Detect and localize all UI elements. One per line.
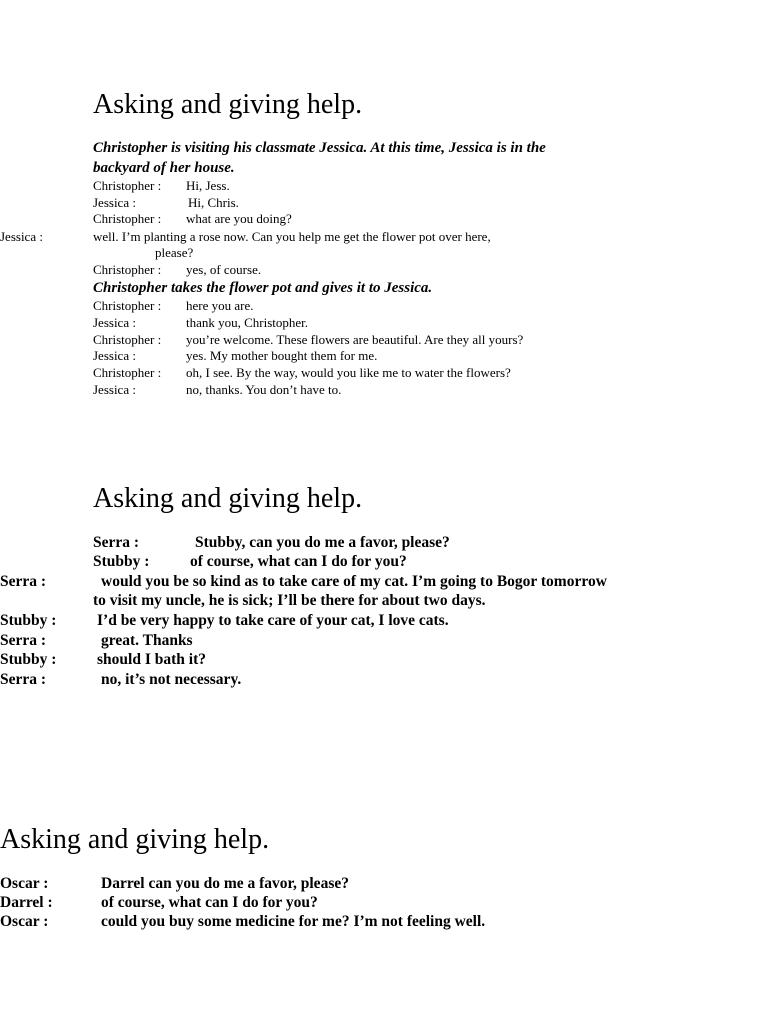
section1-intro-line2: backyard of her house.: [93, 160, 235, 176]
dialogue-line: would you be so kind as to take care of my cat. I’m going to Bogor tomorrow: [101, 573, 607, 590]
dialogue-line: oh, I see. By the way, would you like me to water the flowers?: [186, 365, 511, 380]
dialogue-line: great. Thanks: [101, 632, 193, 649]
dialogue-line: of course, what can I do for you?: [190, 553, 407, 570]
dialogue-speaker: Serra :: [93, 534, 140, 551]
dialogue-line: thank you, Christopher.: [186, 315, 309, 330]
dialogue-line: well. I’m planting a rose now. Can you help me get the flower pot over here,: [93, 229, 491, 244]
dialogue-speaker: Christopher :: [93, 298, 162, 313]
dialogue-speaker: Oscar :: [0, 875, 49, 892]
dialogue-speaker: Stubby :: [0, 612, 57, 629]
dialogue-line: Stubby, can you do me a favor, please?: [195, 534, 450, 551]
dialogue-speaker: Jessica :: [93, 195, 136, 210]
dialogue-line: no, it’s not necessary.: [101, 671, 242, 688]
dialogue-line: here you are.: [186, 298, 254, 313]
section2-title: Asking and giving help.: [93, 483, 363, 514]
dialogue-speaker: Stubby :: [0, 651, 57, 668]
dialogue-line: should I bath it?: [97, 651, 206, 668]
dialogue-line: yes. My mother bought them for me.: [186, 348, 378, 363]
dialogue-speaker: Jessica :: [93, 315, 136, 330]
dialogue-speaker: Jessica :: [93, 382, 136, 397]
dialogue-speaker: Serra :: [0, 573, 47, 590]
dialogue-speaker: Christopher :: [93, 365, 162, 380]
dialogue-line: I’d be very happy to take care of your cat, I love cats.: [97, 612, 449, 629]
dialogue-speaker: Darrel :: [0, 894, 53, 911]
dialogue-line: what are you doing?: [186, 211, 292, 226]
dialogue-line: of course, what can I do for you?: [101, 894, 318, 911]
dialogue-speaker: Jessica :: [0, 229, 43, 244]
dialogue-line: no, thanks. You don’t have to.: [186, 382, 342, 397]
dialogue-speaker: Serra :: [0, 632, 47, 649]
section1-intro-line1: Christopher is visiting his classmate Jessica. At this time, Jessica is in the: [93, 140, 546, 156]
dialogue-line-continuation: to visit my uncle, he is sick; I’ll be there for about two days.: [93, 592, 486, 609]
section1-title: Asking and giving help.: [93, 89, 363, 120]
dialogue-speaker: Serra :: [0, 671, 47, 688]
dialogue-line-continuation: please?: [155, 245, 194, 260]
dialogue-line: Hi, Jess.: [186, 178, 230, 193]
dialogue-speaker: Christopher :: [93, 211, 162, 226]
dialogue-speaker: Christopher :: [93, 332, 162, 347]
dialogue-line: yes, of course.: [186, 262, 262, 277]
dialogue-speaker: Oscar :: [0, 913, 49, 930]
dialogue-line: you’re welcome. These flowers are beautiful. Are they all yours?: [186, 332, 524, 347]
dialogue-speaker: Jessica :: [93, 348, 136, 363]
dialogue-line: Hi, Chris.: [188, 195, 239, 210]
dialogue-speaker: Stubby :: [93, 553, 150, 570]
dialogue-line: could you buy some medicine for me? I’m not feeling well.: [101, 913, 486, 930]
dialogue-speaker: Christopher :: [93, 262, 162, 277]
section1-action: Christopher takes the flower pot and gives it to Jessica.: [93, 280, 433, 296]
dialogue-speaker: Christopher :: [93, 178, 162, 193]
section3-title: Asking and giving help.: [0, 824, 270, 855]
dialogue-line: Darrel can you do me a favor, please?: [101, 875, 349, 892]
